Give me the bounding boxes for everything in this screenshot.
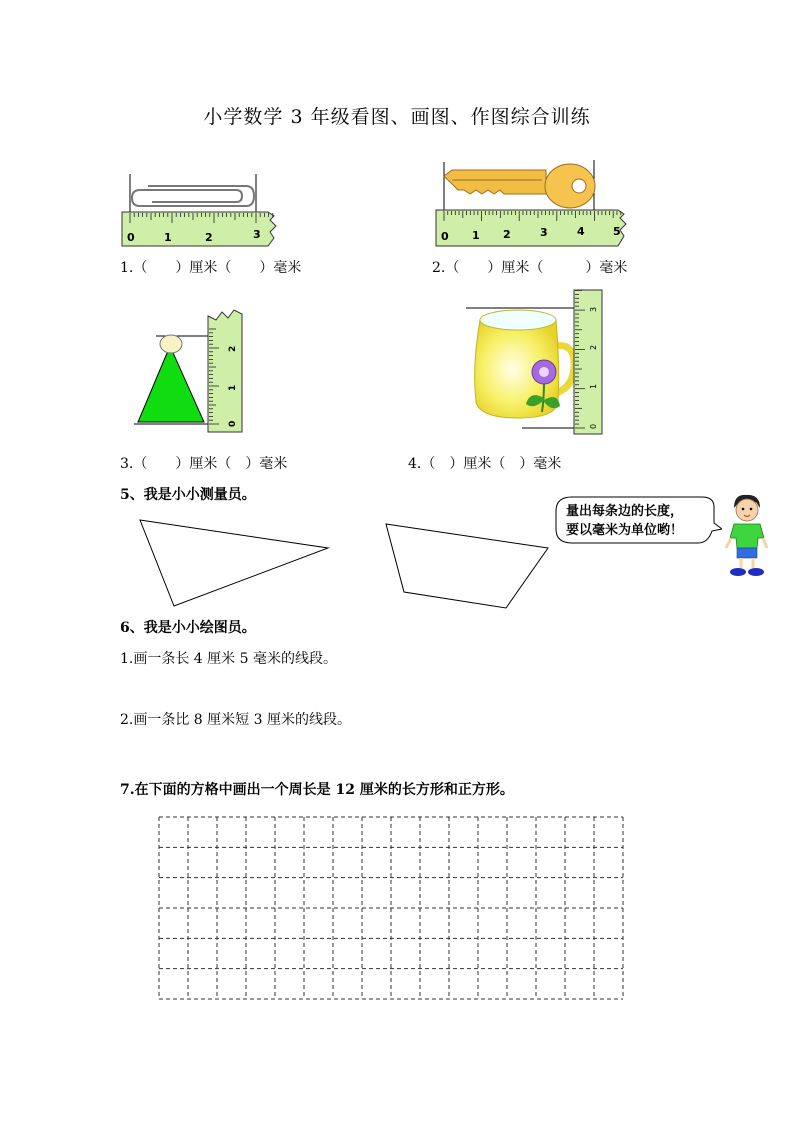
- mug-ruler: [574, 290, 602, 434]
- ruler-tick-label: 4: [577, 225, 585, 238]
- question-1-label: 1.（ ）厘米（ ）毫米: [120, 260, 302, 276]
- paperclip-ruler-figure: [118, 170, 283, 252]
- ruler-tick-label: 2: [589, 344, 598, 350]
- ruler-tick-label: 1: [472, 229, 480, 242]
- drawing-grid[interactable]: [158, 816, 624, 1000]
- key-ruler-figure: [430, 158, 640, 252]
- ruler-tick-label: 1: [228, 384, 238, 391]
- paperclip-icon: [132, 186, 254, 206]
- ruler-tick-label: 0: [441, 230, 449, 243]
- measure-shapes: [130, 512, 560, 614]
- ruler-tick-label: 2: [205, 231, 213, 244]
- ruler-tick-label: 0: [228, 420, 238, 427]
- cone-ruler: [208, 310, 242, 432]
- ruler-tick-label: 0: [589, 423, 598, 429]
- key-ruler: [436, 210, 626, 246]
- page-title: 小学数学 3 年级看图、画图、作图综合训练: [203, 106, 591, 128]
- paperclip-ruler: [122, 212, 276, 246]
- ruler-tick-label: 5: [613, 225, 621, 238]
- bubble-line-1: 量出每条边的长度，: [566, 504, 684, 519]
- boy-icon: [722, 494, 770, 580]
- ruler-tick-label: 1: [589, 383, 598, 389]
- question-7-heading: 7.在下面的方格中画出一个周长是 12 厘米的长方形和正方形。: [120, 782, 514, 798]
- question-6-heading: 6、我是小小绘图员。: [120, 620, 256, 636]
- mug-ruler-figure: [462, 286, 612, 436]
- ruler-tick-label: 3: [540, 226, 548, 239]
- question-2-label: 2.（ ）厘米（ ）毫米: [432, 260, 628, 276]
- question-3-label: 3.（ ）厘米（ ）毫米: [120, 456, 288, 472]
- key-icon: [444, 164, 595, 208]
- ruler-tick-label: 3: [589, 306, 598, 312]
- mug-icon: [475, 310, 575, 418]
- ruler-tick-label: 2: [503, 228, 511, 241]
- triangle-shape: [140, 520, 328, 606]
- question-6-item-2: 2.画一条比 8 厘米短 3 厘米的线段。: [120, 712, 351, 728]
- ruler-tick-label: 1: [164, 231, 172, 244]
- ruler-tick-label: 0: [127, 231, 135, 244]
- ruler-tick-label: 3: [253, 228, 261, 241]
- cone-icon: [138, 335, 204, 422]
- question-6-item-1: 1.画一条长 4 厘米 5 毫米的线段。: [120, 651, 337, 667]
- bubble-line-2: 要以毫米为单位哟！: [566, 523, 684, 538]
- cone-ruler-figure: [120, 306, 252, 436]
- question-5-heading: 5、我是小小测量员。: [120, 487, 256, 503]
- quadrilateral-shape: [386, 524, 548, 608]
- ruler-tick-label: 2: [228, 345, 238, 352]
- question-4-label: 4.（ ）厘米（ ）毫米: [408, 456, 562, 472]
